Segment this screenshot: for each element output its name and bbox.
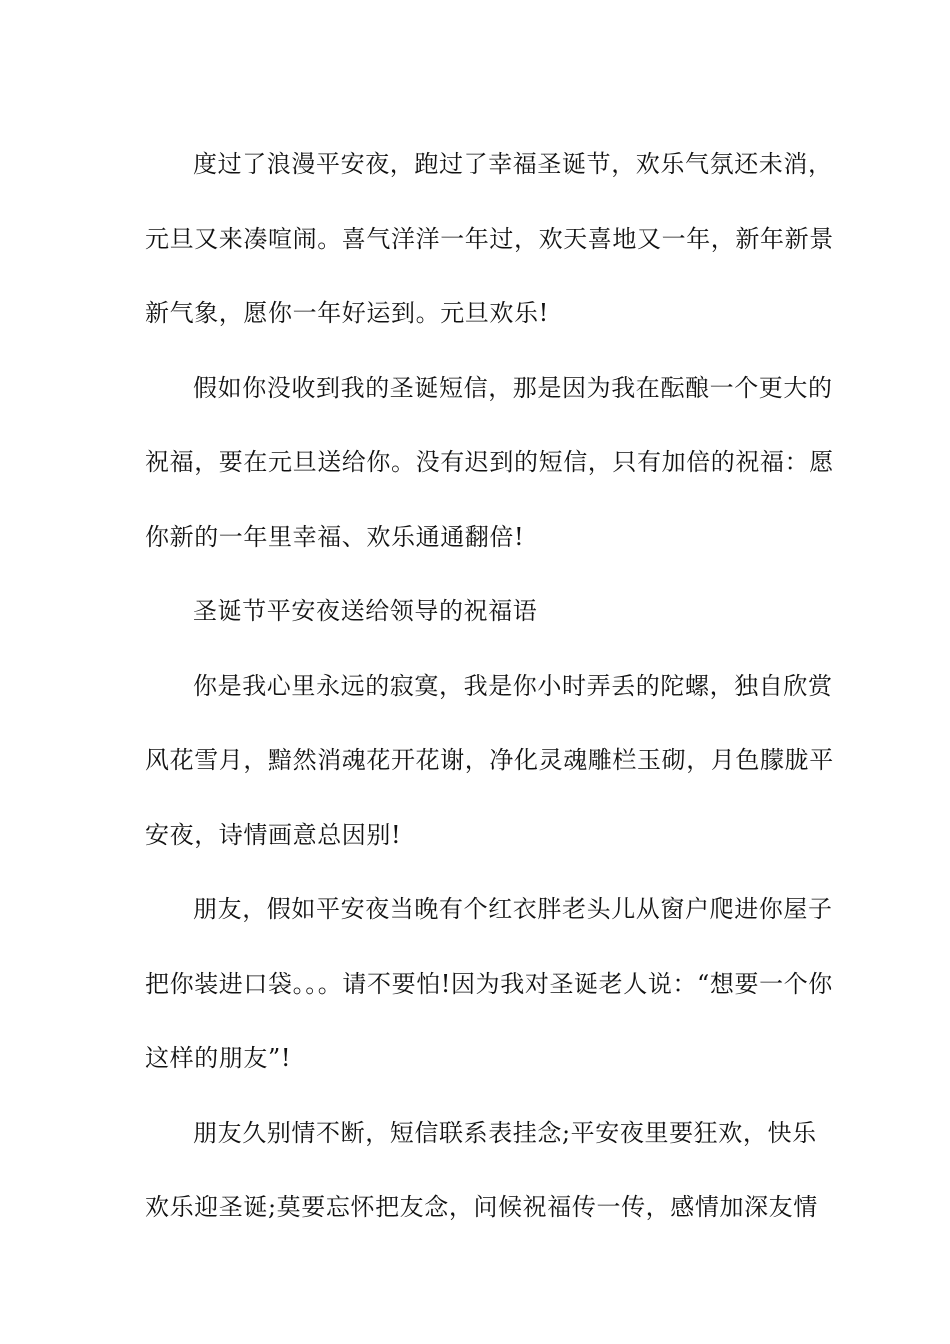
paragraph-lonely-top: 你是我心里永远的寂寞，我是你小时弄丢的陀螺，独自欣赏风花雪月，黯然消魂花开花谢，净化灵魂雕栏玉砌，月色朦胧平安夜，诗情画意总因别!: [145, 671, 834, 849]
paragraph-santa-friend: 朋友，假如平安夜当晚有个红衣胖老头儿从窗户爬进你屋子把你装进口袋。。。请不要怕!因为我对圣诞老人说：“想要一个你这样的朋友”!: [145, 895, 833, 1072]
paragraph-new-year-greeting: 度过了浪漫平安夜，跑过了幸福圣诞节，欢乐气氛还未消，元旦又来凑喧闹。喜气洋洋一年过，欢天喜地又一年，新年新景新气象，愿你一年好运到。元旦欢乐!: [145, 150, 834, 327]
paragraph-missed-christmas-sms: 假如你没收到我的圣诞短信，那是因为我在酝酿一个更大的祝福，要在元旦送给你。没有迟到的短信，只有加倍的祝福：愿你新的一年里幸福、欢乐通通翻倍!: [145, 373, 834, 551]
section-heading: 圣诞节平安夜送给领导的祝福语: [193, 597, 538, 625]
paragraph-friendship-sms: 朋友久别情不断，短信联系表挂念;平安夜里要狂欢，快乐欢乐迎圣诞;莫要忘怀把友念，问候祝福传一传，感情加深友情: [145, 1118, 818, 1221]
document-body: [145, 127, 835, 1245]
